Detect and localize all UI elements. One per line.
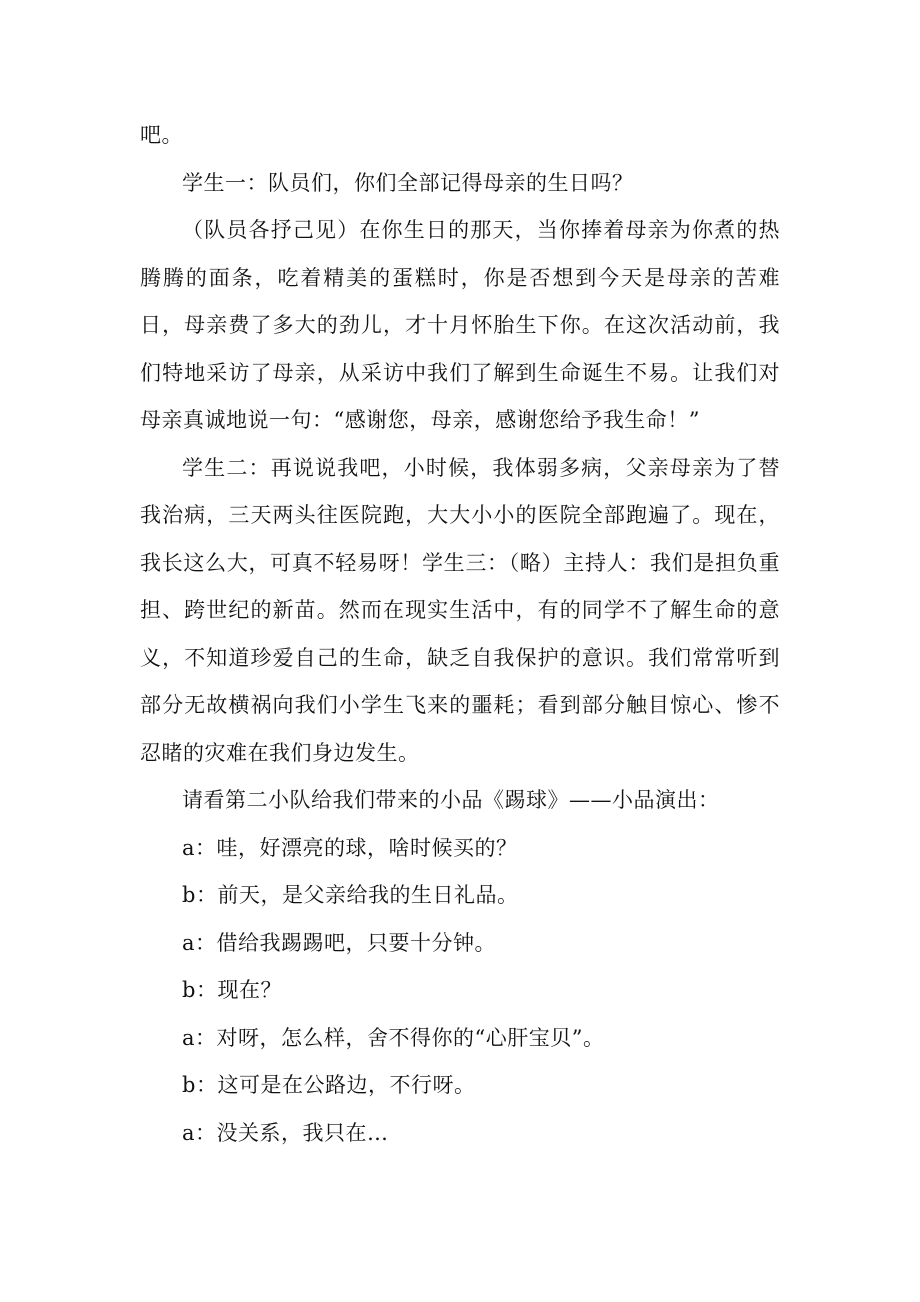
document-body — [140, 112, 780, 1157]
paragraph-continuation: 吧。 — [140, 123, 183, 147]
dialogue-line: a：哇，好漂亮的球，啥时候买的？ — [182, 835, 518, 860]
dialogue-line: b：现在？ — [182, 978, 282, 1002]
dialogue-line: b：这可是在公路边，不行呀。 — [182, 1073, 476, 1097]
paragraph-birthday: （队员各抒己见）在你生日的那天，当你捧着母亲为你煮的热腾腾的面条，吃着精美的蛋糕时，你是否想到今天是母亲的苦难日，母亲费了多大的劲儿，才十月怀胎生下你。在这次活动前，我们特地采访了母亲，从采访中我们了解到生命诞生不易。让我们对母亲真诚地说一句：“感谢您，母亲，感谢您给予我生命！” — [140, 218, 780, 432]
paragraph-student-two: 学生二：再说说我吧，小时候，我体弱多病，父亲母亲为了替我治病，三天两头往医院跑，大大小小的医院全部跑遍了。现在，我长这么大，可真不轻易呀！学生三：（略）主持人：我们是担负重担、跨世纪的新苗。然而在现实生活中，有的同学不了解生命的意义，不知道珍爱自己的生命，缺乏自我保护的意识。我们常常听到部分无故横祸向我们小学生飞来的噩耗；看到部分触目惊心、惨不忍睹的灾难在我们身边发生。 — [140, 455, 780, 765]
dialogue-line-intro: 请看第二小队给我们带来的小品《踢球》——小品演出： — [182, 788, 720, 812]
dialogue-line: a：没关系，我只在… — [182, 1120, 389, 1145]
dialogue-line: b：前天，是父亲给我的生日礼品。 — [182, 883, 519, 907]
dialogue-line: a：对呀，怎么样，舍不得你的“心肝宝贝”。 — [182, 1025, 605, 1050]
dialogue-line: a：借给我踢踢吧，只要十分钟。 — [182, 930, 497, 955]
paragraph-student-one: 学生一：队员们，你们全部记得母亲的生日吗？ — [182, 170, 634, 195]
